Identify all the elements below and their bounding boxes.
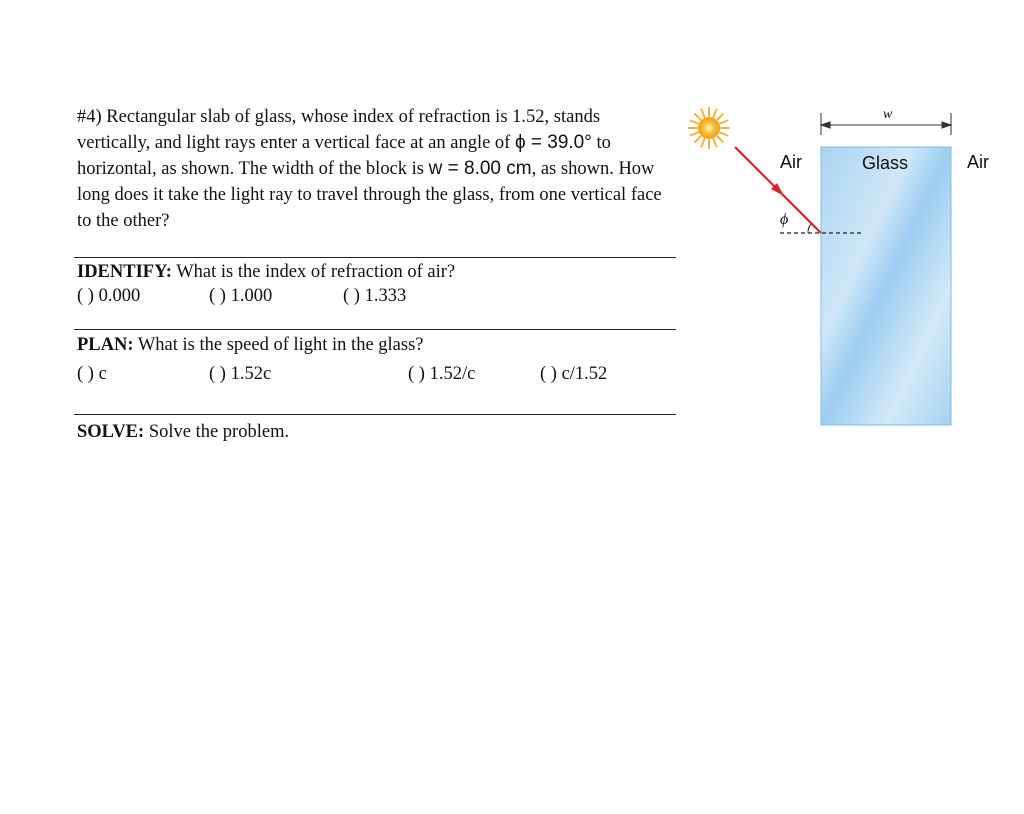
identify-option-0[interactable]: ( ) 0.000 [77, 286, 141, 306]
identify-label: IDENTIFY: [77, 262, 172, 282]
angle-label: ϕ [780, 211, 789, 228]
width-label: w [883, 107, 893, 122]
plan-option-1[interactable]: ( ) 1.52c [209, 364, 272, 384]
identify-option-1[interactable]: ( ) 1.000 [209, 286, 273, 306]
angle-expression: ϕ = 39.0° [514, 132, 592, 153]
problem-statement [77, 104, 677, 234]
solve-label: SOLVE: [77, 422, 145, 442]
divider-solve [74, 414, 676, 415]
glass-label: Glass [862, 153, 909, 173]
sun-icon [689, 108, 729, 148]
plan-label: PLAN: [77, 335, 134, 355]
problem-text-3: , as shown. How long does it take the light ray to travel through the glass, from one vertical face to the other? [77, 159, 662, 231]
identify-question: What is the index of refraction of air? [176, 262, 456, 282]
problem-number: #4) [77, 107, 102, 127]
solve-section [77, 420, 677, 444]
air-right-label: Air [967, 152, 989, 172]
identify-section [77, 260, 677, 310]
divider-identify [74, 257, 676, 258]
incident-ray-arrow [735, 147, 821, 233]
figure-drawing [680, 95, 1020, 440]
air-left-label: Air [780, 152, 802, 172]
plan-option-3[interactable]: ( ) c/1.52 [540, 364, 608, 384]
plan-question: What is the speed of light in the glass? [137, 335, 424, 355]
plan-section [77, 333, 677, 388]
glass-slab [821, 147, 951, 425]
solve-question: Solve the problem. [148, 422, 290, 442]
glass-slab-figure [680, 95, 1020, 440]
divider-plan [74, 329, 676, 330]
problem-text-2: to horizontal, as shown. The width of the block is [77, 133, 611, 179]
problem-text-1: Rectangular slab of glass, whose index of refraction is 1.52, stands vertically, and light rays enter a vertical face at an angle of [77, 107, 601, 153]
identify-option-2[interactable]: ( ) 1.333 [343, 286, 407, 306]
width-expression: w = 8.00 cm [428, 158, 532, 179]
plan-option-2[interactable]: ( ) 1.52/c [408, 364, 476, 384]
plan-option-0[interactable]: ( ) c [77, 364, 107, 384]
